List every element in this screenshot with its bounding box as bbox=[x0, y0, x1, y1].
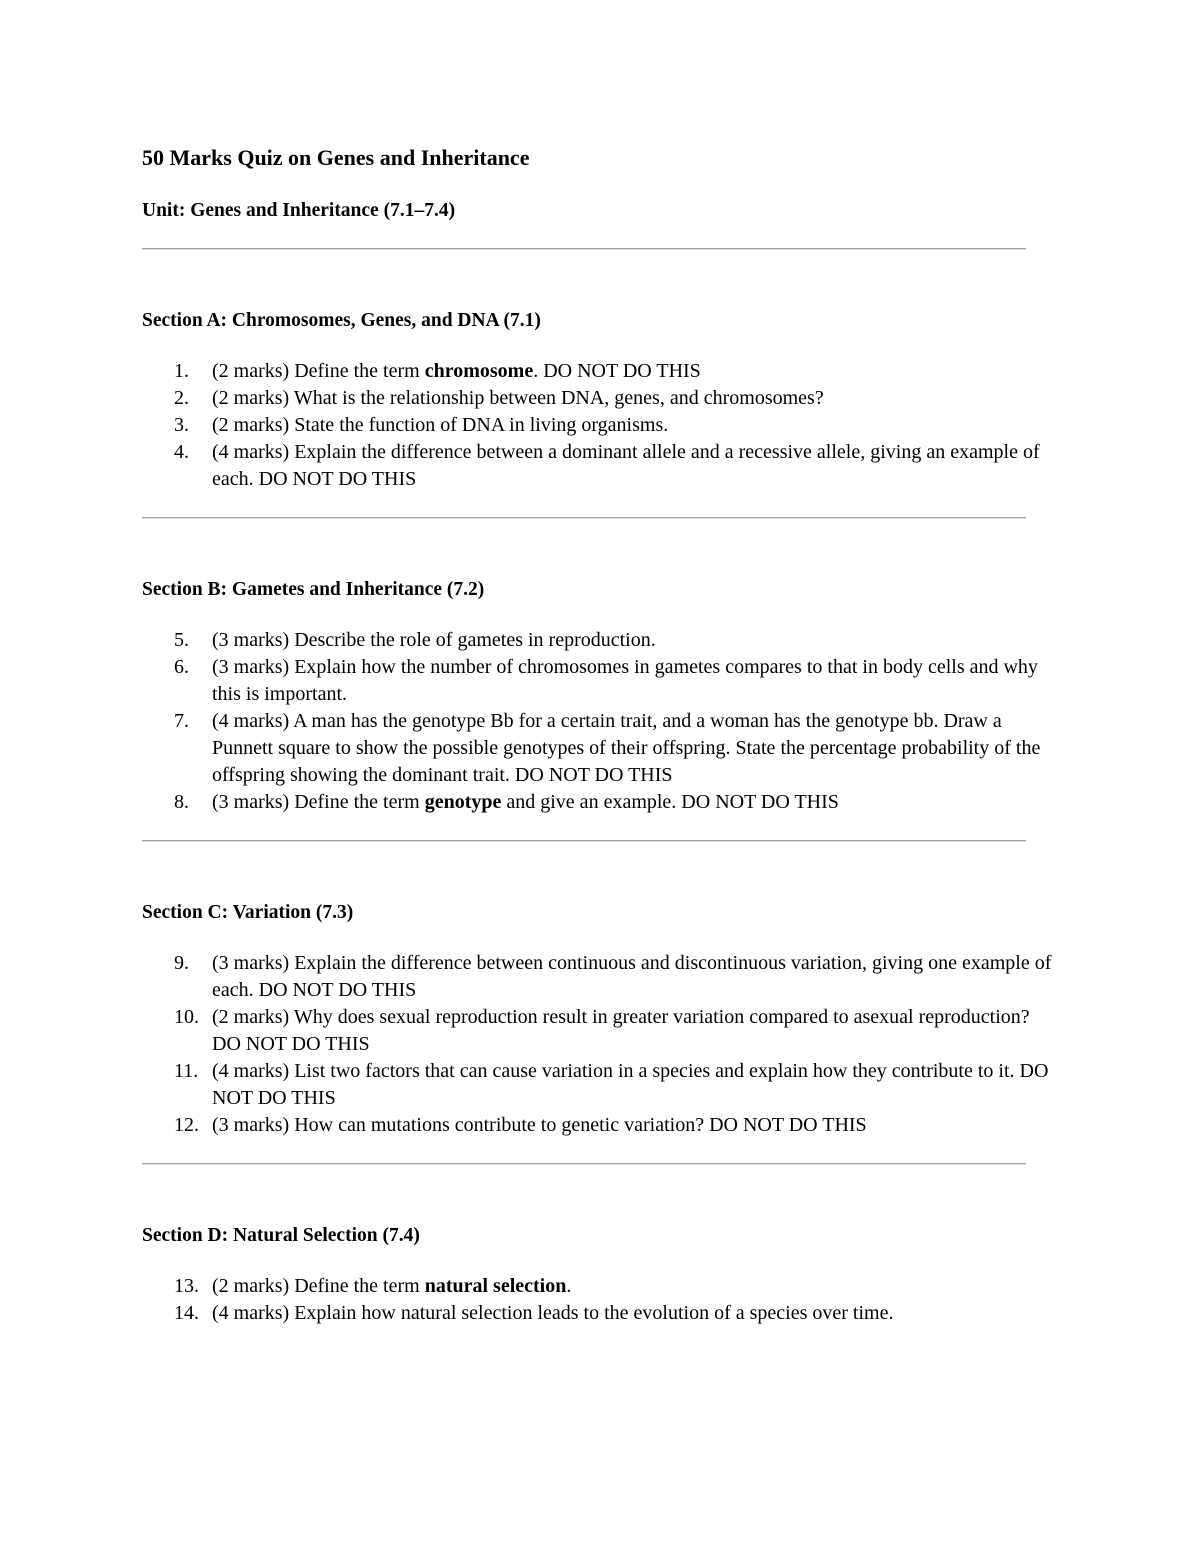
divider bbox=[142, 840, 1026, 842]
question-text: (4 marks) List two factors that can cause variation in a species and explain how they contribute to it. DO NOT DO THIS bbox=[212, 1060, 1049, 1109]
question-text: (3 marks) How can mutations contribute to genetic variation? DO NOT DO THIS bbox=[212, 1114, 867, 1136]
question-item bbox=[142, 358, 1052, 385]
question-text: (2 marks) State the function of DNA in living organisms. bbox=[212, 414, 669, 436]
question-text: (4 marks) Explain how natural selection leads to the evolution of a species over time. bbox=[212, 1302, 894, 1324]
section-heading: Section D: Natural Selection (7.4) bbox=[142, 1225, 420, 1246]
question-text: (4 marks) A man has the genotype Bb for a certain trait, and a woman has the genotype bb. Draw a Punnett square to show the possible genotypes of their offspring. State the percentage probability of the offspring showing the dominant trait. DO NOT DO THIS bbox=[212, 710, 1041, 786]
key-term: chromosome bbox=[424, 360, 534, 382]
question-text: (3 marks) Describe the role of gametes in reproduction. bbox=[212, 629, 656, 651]
question-number: 5. bbox=[174, 629, 189, 651]
question-item bbox=[142, 627, 1052, 654]
question-number: 4. bbox=[174, 441, 189, 463]
divider bbox=[142, 517, 1026, 519]
question-number: 10. bbox=[174, 1006, 199, 1028]
question-item bbox=[142, 1058, 1052, 1112]
question-item bbox=[142, 439, 1052, 493]
section-heading: Section A: Chromosomes, Genes, and DNA (7.1) bbox=[142, 310, 541, 331]
question-list bbox=[142, 358, 1052, 493]
document-title: 50 Marks Quiz on Genes and Inheritance bbox=[142, 145, 530, 170]
question-list bbox=[142, 950, 1052, 1139]
question-item bbox=[142, 1112, 1052, 1139]
question-list bbox=[142, 1273, 1052, 1327]
question-item bbox=[142, 412, 1052, 439]
question-number: 6. bbox=[174, 656, 189, 678]
question-item bbox=[142, 385, 1052, 412]
question-number: 11. bbox=[174, 1060, 199, 1082]
section-heading: Section C: Variation (7.3) bbox=[142, 902, 354, 923]
question-number: 13. bbox=[174, 1275, 199, 1297]
question-number: 2. bbox=[174, 387, 189, 409]
question-number: 8. bbox=[174, 791, 189, 813]
section-b bbox=[142, 575, 1052, 816]
question-number: 1. bbox=[174, 360, 189, 382]
question-item bbox=[142, 950, 1052, 1004]
question-text: (4 marks) Explain the difference between a dominant allele and a recessive allele, giving an example of each. DO NOT DO THIS bbox=[212, 441, 1040, 490]
question-number: 14. bbox=[174, 1302, 199, 1324]
question-item bbox=[142, 1273, 1052, 1300]
question-text: (2 marks) Define the term bbox=[212, 360, 425, 382]
section-d bbox=[142, 1221, 1052, 1327]
question-text-tail: and give an example. DO NOT DO THIS bbox=[501, 791, 839, 813]
question-list bbox=[142, 627, 1052, 816]
question-text-tail: . DO NOT DO THIS bbox=[533, 360, 701, 382]
key-term: genotype bbox=[424, 791, 502, 813]
section-c bbox=[142, 898, 1052, 1139]
question-text: (2 marks) Why does sexual reproduction result in greater variation compared to asexual reproduction? DO NOT DO THIS bbox=[212, 1006, 1030, 1055]
question-number: 3. bbox=[174, 414, 189, 436]
section-heading: Section B: Gametes and Inheritance (7.2) bbox=[142, 579, 485, 600]
question-text: (3 marks) Explain the difference between continuous and discontinuous variation, giving one example of each. DO NOT DO THIS bbox=[212, 952, 1052, 1001]
question-item bbox=[142, 1300, 1052, 1327]
question-text: (3 marks) Define the term bbox=[212, 791, 425, 813]
question-number: 12. bbox=[174, 1114, 199, 1136]
question-number: 7. bbox=[174, 710, 189, 732]
question-text: (2 marks) Define the term bbox=[212, 1275, 425, 1297]
key-term: natural selection bbox=[424, 1275, 567, 1297]
question-number: 9. bbox=[174, 952, 189, 974]
question-item bbox=[142, 1004, 1052, 1058]
question-text-tail: . bbox=[566, 1275, 572, 1297]
question-item bbox=[142, 789, 1052, 816]
question-item bbox=[142, 708, 1052, 789]
question-text: (2 marks) What is the relationship between DNA, genes, and chromosomes? bbox=[212, 387, 824, 409]
divider bbox=[142, 1163, 1026, 1165]
divider bbox=[142, 248, 1026, 250]
section-a bbox=[142, 306, 1052, 493]
unit-line: Unit: Genes and Inheritance (7.1–7.4) bbox=[142, 200, 456, 221]
question-text: (3 marks) Explain how the number of chromosomes in gametes compares to that in body cells and why this is important. bbox=[212, 656, 1038, 705]
quiz-document bbox=[142, 140, 1052, 1327]
question-item bbox=[142, 654, 1052, 708]
